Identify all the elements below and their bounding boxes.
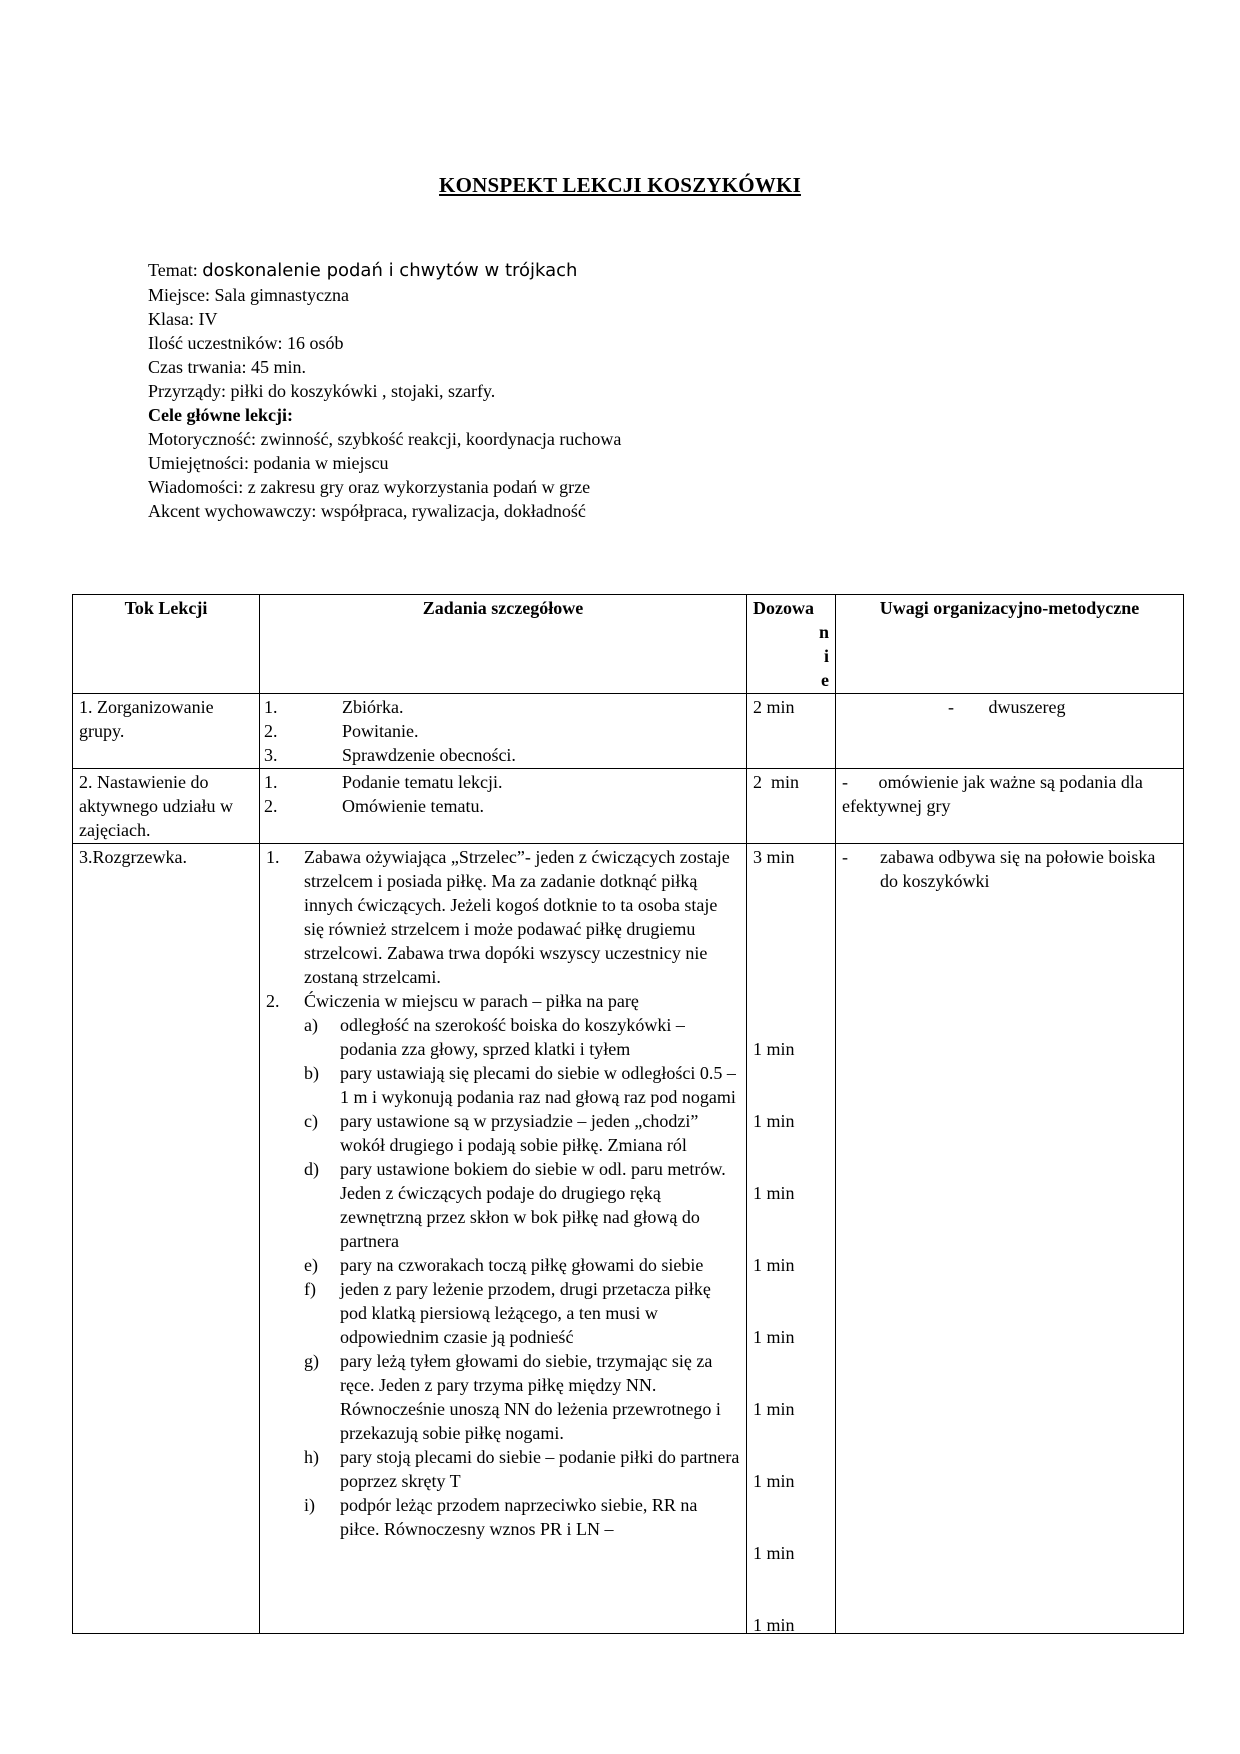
row1-dozowanie: 2 min: [747, 694, 836, 769]
lesson-info: [148, 258, 621, 523]
temat-label: Temat:: [148, 260, 198, 280]
table-row: [73, 694, 1184, 769]
sub-list-item: a) odległość na szerokość boiska do koszykówki – podania zza głowy, sprzed klatki i tyłem: [304, 1015, 685, 1059]
row3-uwagi-text: zabawa odbywa się na połowie boiska do koszykówki: [880, 847, 1156, 891]
temat-value: doskonalenie podań i chwytów w trójkach: [202, 260, 578, 281]
header-tok: Tok Lekcji: [73, 595, 260, 694]
table-header-row: [73, 595, 1184, 694]
dozowanie-value: 1 min: [753, 1543, 795, 1563]
info-wiadomosci: Wiadomości: z zakresu gry oraz wykorzystania podań w grze: [148, 477, 591, 497]
list-item: 1. Zabawa ożywiająca „Strzelec”- jeden z ćwiczących zostaje strzelcem i posiada piłkę. Ma za zadanie dotknąć piłką innych ćwiczących. Jeżeli kogoś dotknie to ta osoba staje się również strzelcem i może podawać piłkę drugiemu strzelcowi. Zabawa trwa dopóki wszyscy uczestnicy nie zostaną strzelcami.: [266, 847, 730, 987]
list-item: 1. Zbiórka.: [264, 697, 404, 717]
info-miejsce: Miejsce: Sala gimnastyczna: [148, 285, 349, 305]
row2-uwagi-text: omówienie jak ważne są podania dla efektywnej gry: [842, 772, 1143, 816]
header-dozowanie-line: i: [823, 646, 829, 666]
header-dozowanie: [747, 595, 836, 694]
row1-uwagi-text: dwuszereg: [988, 697, 1066, 717]
sub-list-item: b) pary ustawiają się plecami do siebie w odległości 0.5 – 1 m i wykonują podania raz nad głową raz pod nogami: [304, 1063, 736, 1107]
info-motorycznosc: Motoryczność: zwinność, szybkość reakcji, koordynacja ruchowa: [148, 429, 622, 449]
dozowanie-value: 1 min: [753, 1255, 795, 1275]
dozowanie-value: 1 min: [753, 1111, 795, 1131]
sub-list-item: h) pary stoją plecami do siebie – podanie piłki do partnera poprzez skręty T: [304, 1447, 740, 1491]
sub-list-item: e) pary na czworakach toczą piłkę głowami do siebie: [304, 1255, 704, 1275]
sub-list-item: f) jeden z pary leżenie przodem, drugi przetacza piłkę pod klatką piersiową leżącego, a ten musi w odpowiednim czasie ją podnieść: [304, 1279, 711, 1347]
row2-tok: 2. Nastawienie do aktywnego udziału w zajęciach.: [73, 769, 260, 844]
row3-tok: 3.Rozgrzewka.: [73, 844, 260, 1634]
document-title: KONSPEKT LEKCJI KOSZYKÓWKI: [439, 173, 801, 197]
table-row: [73, 769, 1184, 844]
list-item: 1. Podanie tematu lekcji.: [264, 772, 503, 792]
dozowanie-value: 1 min: [753, 1183, 795, 1203]
header-uwagi: Uwagi organizacyjno-metodyczne: [836, 595, 1184, 694]
row2-tasks: [260, 769, 747, 844]
dozowanie-value: 1 min: [753, 1327, 795, 1347]
sub-list-item: d) pary ustawione bokiem do siebie w odl. paru metrów. Jeden z ćwiczących podaje do drugiego ręką zewnętrzną przez skłon w bok piłkę nad głową do partnera: [304, 1159, 726, 1251]
info-cele-heading: Cele główne lekcji:: [148, 405, 293, 425]
row1-tok: 1. Zorganizowanie grupy.: [73, 694, 260, 769]
row2-uwagi: [836, 769, 1184, 844]
dozowanie-value: 1 min: [753, 1471, 795, 1491]
row3-tasks: [260, 844, 747, 1634]
row1-uwagi: [836, 694, 1184, 769]
table-row: [73, 844, 1184, 1634]
bullet-dash: -: [948, 697, 954, 717]
list-item: 3. Sprawdzenie obecności.: [264, 745, 516, 765]
header-dozowanie-line: e: [821, 670, 829, 690]
row1-tasks: [260, 694, 747, 769]
info-akcent: Akcent wychowawczy: współpraca, rywalizacja, dokładność: [148, 501, 586, 521]
info-umiejetnosci: Umiejętności: podania w miejscu: [148, 453, 389, 473]
info-czas: Czas trwania: 45 min.: [148, 357, 306, 377]
header-dozowanie-line: n: [818, 622, 829, 642]
info-temat: [148, 258, 621, 283]
lesson-plan-table: [72, 594, 1184, 1634]
bullet-dash: -: [842, 772, 848, 792]
sub-list-item: c) pary ustawione są w przysiadzie – jeden „chodzi” wokół drugiego i podają sobie piłkę. Zmiana ról: [304, 1111, 699, 1155]
sub-list-item: i) podpór leżąc przodem naprzeciwko siebie, RR na piłce. Równoczesny wznos PR i LN –: [304, 1495, 698, 1539]
list-item: 2. Omówienie tematu.: [264, 796, 484, 816]
sub-list-item: g) pary leżą tyłem głowami do siebie, trzymając się za ręce. Jeden z pary trzyma piłkę między NN. Równocześnie unoszą NN do leżenia przewrotnego i przekazują sobie piłkę nogami.: [304, 1351, 721, 1443]
row2-dozowanie: 2 min: [747, 769, 836, 844]
dozowanie-value: 1 min: [753, 1399, 795, 1419]
dozowanie-value: 3 min: [753, 847, 795, 867]
dozowanie-value: 1 min: [753, 1039, 795, 1059]
info-przyrzady: Przyrządy: piłki do koszykówki , stojaki, szarfy.: [148, 381, 496, 401]
bullet-dash: -: [842, 847, 848, 867]
list-item: 2. Powitanie.: [264, 721, 419, 741]
header-dozowanie-line: Dozowa: [753, 598, 814, 618]
list-item: 2. Ćwiczenia w miejscu w parach – piłka na parę: [266, 991, 639, 1011]
row3-dozowanie: [747, 844, 836, 1634]
header-zadania: Zadania szczegółowe: [260, 595, 747, 694]
info-ilosc: Ilość uczestników: 16 osób: [148, 333, 344, 353]
row3-uwagi: [836, 844, 1184, 1634]
dozowanie-value: 1 min: [753, 1615, 795, 1635]
info-klasa: Klasa: IV: [148, 309, 218, 329]
